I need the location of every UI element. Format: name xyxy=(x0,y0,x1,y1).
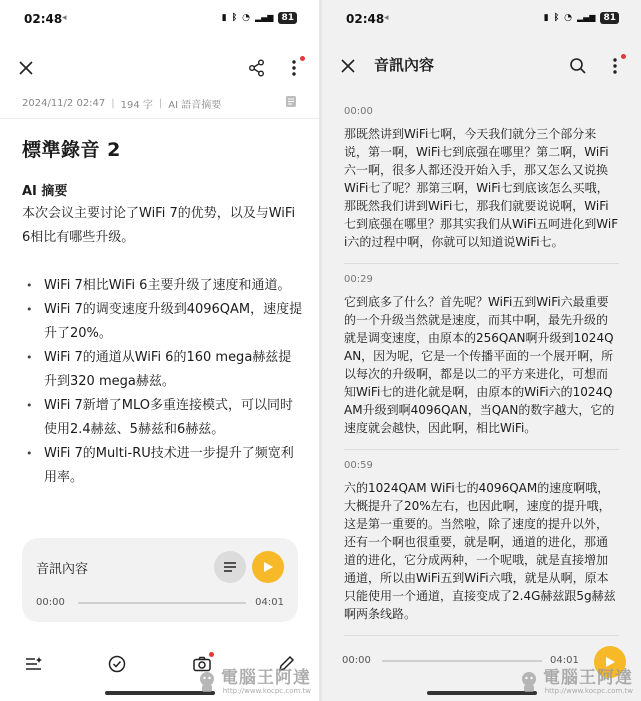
transcript-segment[interactable] xyxy=(322,460,641,636)
alarm-icon: ◔ xyxy=(564,13,572,23)
audio-content-label: 音訊內容 xyxy=(36,562,89,577)
close-icon xyxy=(340,58,356,74)
summary-bullets xyxy=(22,274,304,490)
play-button[interactable] xyxy=(252,551,284,583)
watermark-text: 電腦王阿達 xyxy=(543,668,633,688)
right-screen xyxy=(322,0,641,701)
transcript-segment[interactable] xyxy=(322,106,641,264)
more-vertical-icon xyxy=(612,57,618,75)
transcript-segment[interactable] xyxy=(322,274,641,450)
network-icon: ▂▄▆ xyxy=(577,13,596,22)
segment-timestamp: 00:29 xyxy=(344,274,373,285)
time-elapsed: 00:00 xyxy=(342,655,371,666)
search-button[interactable] xyxy=(564,52,592,80)
status-time: 02:48 xyxy=(346,12,385,26)
share-button[interactable] xyxy=(243,54,271,82)
progress-slider[interactable] xyxy=(382,660,542,662)
watermark xyxy=(519,669,633,695)
page-title: 標準錄音 2 xyxy=(22,139,121,161)
mascot-logo xyxy=(197,671,217,693)
top-bar xyxy=(0,52,319,84)
ai-summary-heading: AI 摘要 xyxy=(22,184,68,199)
top-bar xyxy=(322,52,641,84)
page-title: 音訊內容 xyxy=(374,56,435,74)
watermark xyxy=(197,669,311,695)
alarm-icon: ◔ xyxy=(242,13,250,23)
search-icon xyxy=(569,57,587,75)
check-circle-icon xyxy=(108,655,126,673)
recording-date: 2024/11/2 02:47 xyxy=(22,98,106,109)
notification-dot xyxy=(621,54,626,59)
bluetooth-icon: ᛒ xyxy=(231,13,238,23)
status-bar xyxy=(0,0,319,38)
list-item: • WiFi 7相比WiFi 6主要升级了速度和通道。 xyxy=(22,274,304,298)
segment-text: 那既然讲到WiFi七啊，今天我们就分三个部分来说，第一啊，WiFi七到底强在哪里？第二啊，WiFi六一啊，很多人都还没开始入手，那又怎么又说换WiFi七了呢？那第三啊，WiFi七到底该怎么买哦，那既然我们讲到WiFi七，那我们就要说说啊，WiFi七到底强在哪里？那其实我们从WiFi五呵进化到WiFi六的过程中啊，你就可以知道说WiFi七。 xyxy=(344,127,619,249)
battery-icon: 81 xyxy=(278,12,297,24)
time-elapsed: 00:00 xyxy=(36,597,65,608)
more-button[interactable] xyxy=(601,52,629,80)
list-item: • WiFi 7的通道从WiFi 6的160 mega赫兹提升到320 mega赫兹。 xyxy=(22,346,304,394)
transcript-button[interactable] xyxy=(214,551,246,583)
recording-meta: 2024/11/2 02:47 | 194 字 | AI 語音摘要 xyxy=(22,96,297,111)
document-icon[interactable] xyxy=(285,95,297,111)
close-button[interactable] xyxy=(334,52,362,80)
divider xyxy=(0,118,319,119)
progress-slider[interactable] xyxy=(78,602,246,604)
ai-sparkle-list-icon xyxy=(25,656,43,672)
vibrate-icon: ▮ xyxy=(543,13,549,23)
more-button[interactable] xyxy=(280,54,308,82)
play-icon xyxy=(262,561,274,573)
status-bar xyxy=(322,0,641,38)
ai-edit-button[interactable] xyxy=(20,650,48,678)
ai-summary-text: 本次会议主要讨论了WiFi 7的优势，以及与WiFi 6相比有哪些升级。 xyxy=(22,206,296,245)
time-total: 04:01 xyxy=(255,597,284,608)
left-screen xyxy=(0,0,319,701)
transcript-list[interactable] xyxy=(322,96,641,639)
share-icon xyxy=(248,59,266,77)
watermark-url: http://www.kocpc.com.tw xyxy=(544,687,633,695)
ai-summary-tag: AI 語音摘要 xyxy=(168,100,222,111)
vibrate-icon: ▮ xyxy=(221,13,227,23)
time-total: 04:01 xyxy=(550,655,579,666)
watermark-url: http://www.kocpc.com.tw xyxy=(222,687,311,695)
list-item: • WiFi 7的调变速度升级到4096QAM，速度提升了20%。 xyxy=(22,298,304,346)
network-icon: ▂▄▆ xyxy=(255,13,274,22)
watermark-text: 電腦王阿達 xyxy=(221,668,311,688)
close-icon xyxy=(18,60,34,76)
segment-text: 它到底多了什么？首先呢？WiFi五到WiFi六最重要的一个升级当然就是速度，而其中啊，最先升级的就是调变速度，由原本的256QAN啊升级到1024QAN，因为呢，它是一个传播平面的一个展开啊，所以每次的升级啊，都是以二的平方来进化，可想而知WiFi七的进化就是啊，由原本的WiFi六的1024QAM升级到啊4096QAN，当QAN的数字越大，它的速度就会越快，因此啊，相比WiFi。 xyxy=(344,295,615,435)
play-icon xyxy=(604,656,616,668)
mute-icon: ◂ xyxy=(384,13,389,23)
list-item: • WiFi 7新增了MLO多重连接模式，可以同时使用2.4赫兹、5赫兹和6赫兹。 xyxy=(22,394,304,442)
battery-icon: 81 xyxy=(600,12,619,24)
notification-dot xyxy=(209,652,214,657)
checklist-button[interactable] xyxy=(103,650,131,678)
mascot-logo xyxy=(519,671,539,693)
list-icon xyxy=(223,561,237,573)
mute-icon: ◂ xyxy=(62,13,67,23)
segment-timestamp: 00:00 xyxy=(344,106,373,117)
notification-dot xyxy=(300,56,305,61)
word-count: 194 字 xyxy=(120,100,153,111)
segment-timestamp: 00:59 xyxy=(344,460,373,471)
segment-text: 六的1024QAM WiFi七的4096QAM的速度啊哦，大概提升了20%左右，也因此啊，速度的提升哦，这是第一重要的。当然啦，除了速度的提升以外，还有一个啊也很重要，就是啊，通道的进化，那通道的进化，它分成两种，一个呢哦，就是直接增加通道，所以由WiFi五到WiFi六哦，就是从啊，原本只能使用一个通道，直接变成了2.4G赫兹跟5g赫兹啊两条线路。 xyxy=(344,481,616,621)
audio-player-card[interactable] xyxy=(22,538,298,622)
status-time: 02:48 xyxy=(24,12,63,26)
bluetooth-icon: ᛒ xyxy=(553,13,560,23)
more-vertical-icon xyxy=(291,59,297,77)
list-item: • WiFi 7的Multi-RU技术进一步提升了频宽利用率。 xyxy=(22,442,304,490)
close-button[interactable] xyxy=(12,54,40,82)
